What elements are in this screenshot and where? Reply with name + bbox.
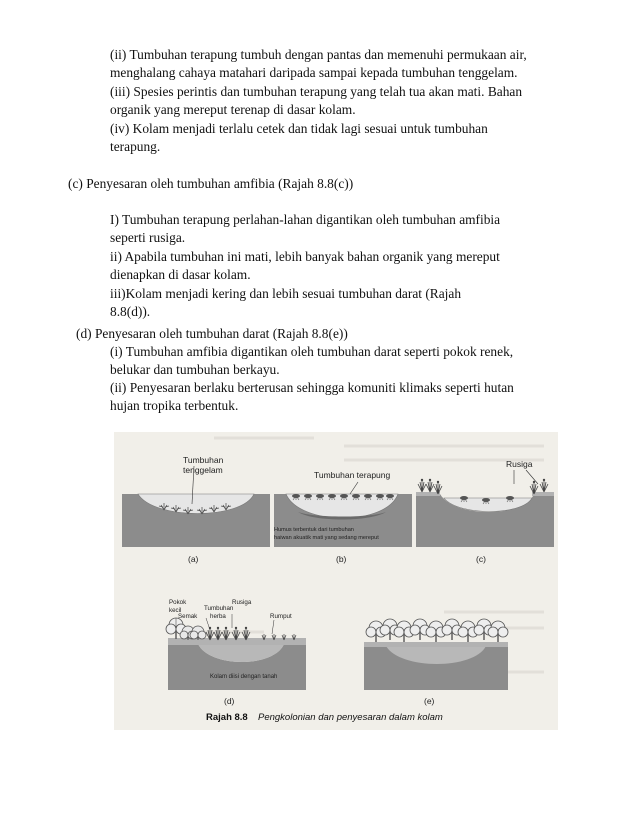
panel-d-label: herba <box>210 613 226 620</box>
panel-c-letter: (c) <box>476 554 486 564</box>
panel-d-letter: (d) <box>224 696 235 706</box>
panel-d-note: Kolam diisi dengan tanah <box>210 674 278 680</box>
section-c-heading: (c) Penyesaran oleh tumbuhan amfibia (Rajah 8.8(c)) <box>68 176 354 191</box>
panel-d-label: Pokok <box>169 599 187 606</box>
text-line: ii) Apabila tumbuhan ini mati, lebih banyak bahan organik yang mereput <box>110 249 500 264</box>
panel-b-note: haiwan akuatik mati yang sedang mereput <box>274 535 379 541</box>
text-line: terapung. <box>110 139 161 154</box>
text-line: (i) Tumbuhan amfibia digantikan oleh tumbuhan darat seperti pokok renek, <box>110 344 514 359</box>
panel-b-letter: (b) <box>336 554 347 564</box>
panel-e-letter: (e) <box>424 696 435 706</box>
text-line: seperti rusiga. <box>110 230 186 245</box>
text-line: iii)Kolam menjadi kering dan lebih sesuai tumbuhan darat (Rajah <box>110 286 462 301</box>
figure-caption-label: Rajah 8.8 <box>206 712 248 723</box>
panel-b <box>274 470 412 564</box>
figure-caption-text: Pengkolonian dan penyesaran dalam kolam <box>258 712 443 723</box>
text-line: I) Tumbuhan terapung perlahan-lahan digantikan oleh tumbuhan amfibia <box>110 212 501 227</box>
panel-d-label: Semak <box>178 613 198 620</box>
text-line: 8.8(d)). <box>110 304 151 319</box>
panel-d-label: Rumput <box>270 613 292 620</box>
panel-a-label: tenggelam <box>183 465 223 475</box>
text-line: dienapkan di dasar kolam. <box>110 267 251 282</box>
panel-b-label: Tumbuhan terapung <box>314 470 391 480</box>
text-line: organik yang mereput terenap di dasar kolam. <box>110 102 356 117</box>
panel-d-label: Tumbuhan <box>204 605 234 612</box>
text-line: (ii) Tumbuhan terapung tumbuh dengan pantas dan memenuhi permukaan air, <box>110 47 527 62</box>
panel-d <box>166 599 306 706</box>
panel-c-label: Rusiga <box>506 459 533 469</box>
panel-a-letter: (a) <box>188 554 199 564</box>
figure-illustration <box>114 432 558 730</box>
text-line: (iii) Spesies perintis dan tumbuhan terapung yang telah tua akan mati. Bahan <box>110 84 523 99</box>
text-line: belukar dan tumbuhan berkayu. <box>110 362 280 377</box>
text-line: menghalang cahaya matahari daripada sampai kepada tumbuhan tenggelam. <box>110 65 518 80</box>
panel-e <box>364 619 508 706</box>
section-d-heading: (d) Penyesaran oleh tumbuhan darat (Rajah 8.8(e)) <box>76 326 348 341</box>
panel-a-label: Tumbuhan <box>183 455 224 465</box>
panel-d-label: Rusiga <box>232 599 252 606</box>
figure-rajah-8-8 <box>114 432 558 730</box>
text-line: (iv) Kolam menjadi terlalu cetek dan tidak lagi sesuai untuk tumbuhan <box>110 121 488 136</box>
text-line: hujan tropika terbentuk. <box>110 398 239 413</box>
panel-c <box>416 459 554 564</box>
text-line: (ii) Penyesaran berlaku berterusan sehingga komuniti klimaks seperti hutan <box>110 380 514 395</box>
panel-d-label: kecil <box>169 607 182 614</box>
panel-a <box>122 455 270 564</box>
panel-b-note: Humus terbentuk dari tumbuhan <box>274 527 354 533</box>
